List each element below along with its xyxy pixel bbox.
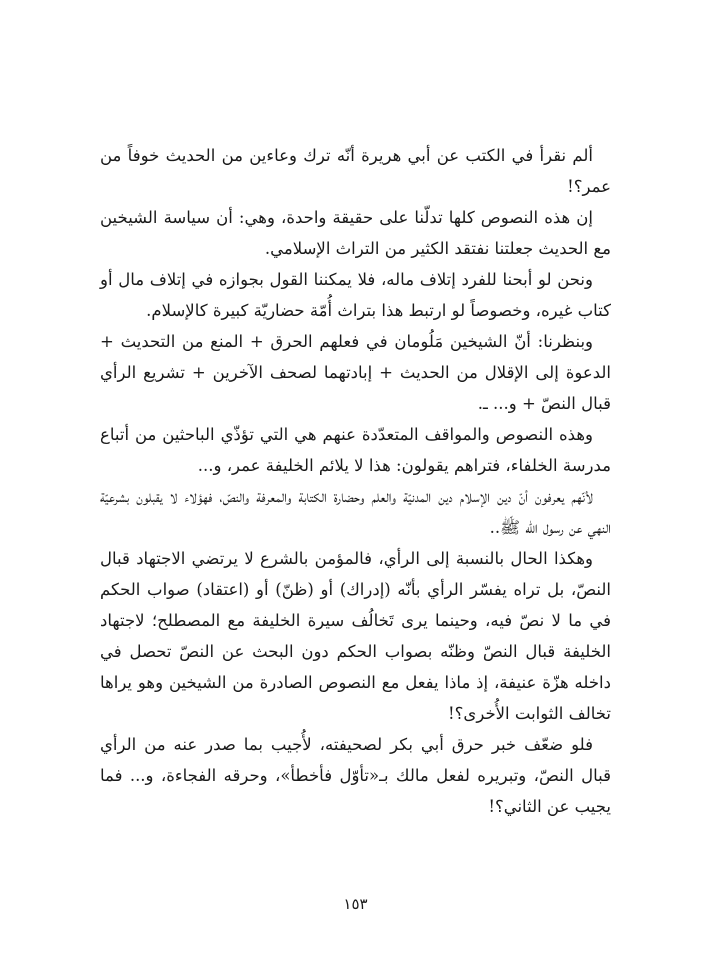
- body-text: [100, 140, 611, 822]
- paragraph-5: وهذه النصوص والمواقف المتعدّدة عنهم هي التي تؤذّي الباحثين من أتباع مدرسة الخلفاء، فتراهم يقولون: هذا لا يلائم الخليفة عمر، و...: [100, 425, 611, 475]
- page-number: ١٥٣: [343, 895, 368, 913]
- paragraph-7: وهكذا الحال بالنسبة إلى الرأي، فالمؤمن بالشرع لا يرتضي الاجتهاد قبال النصّ، بل تراه يفسّر الرأي بأنّه (إدراك) أو (ظنّ) أو (اعتقاد) صواب الحكم في ما لا نصّ فيه، وحينما يرى تَخالُف سيرة الخليفة مع المصطلح؛ لاجتهاد الخليفة قبال النصّ وظنّه بصواب الحكم دون البحث عن النصّ تحصل في داخله هزّة عنيفة، إذ ماذا يفعل مع النصوص الصادرة من الشيخين وهو يراها تخالف الثوابت الأُخرى؟!: [100, 549, 611, 723]
- paragraph-2: إن هذه النصوص كلها تدلّنا على حقيقة واحدة، وهي: أن سياسة الشيخين مع الحديث جعلتنا نفتقد الكثير من التراث الإسلامي.: [100, 208, 611, 258]
- paragraph-8: فلو ضعّف خبر حرق أبي بكر لصحيفته، لأُجيب بما صدر عنه من الرأي قبال النصّ، وتبريره لفعل مالك بـ«تأوّل فأخطأ»، وحرقه الفجاءة، و... فما يجيب عن الثاني؟!: [100, 735, 611, 816]
- paragraph-1: ألم نقرأ في الكتب عن أبي هريرة أنّه ترك وعاءين من الحديث خوفاً من عمر؟!: [100, 146, 611, 196]
- paragraph-6: لأنّهم يعرفون أنّ دين الإسلام دين المدنيّة والعلم وحضارة الكتابة والمعرفة والنصّ، فهؤلاء لا يقبلون بشرعيّة النهي عن رسول الله ﷺ..: [100, 487, 611, 537]
- paragraph-3: ونحن لو أبحنا للفرد إتلاف ماله، فلا يمكننا القول بجوازه في إتلاف مال أو كتاب غيره، وخصوصاً لو ارتبط هذا بتراث أُمّة حضاريّة كبيرة كالإسلام.: [100, 270, 611, 320]
- paragraph-4: وبنظرنا: أنّ الشيخين مَلُومان في فعلهم الحرق + المنع من التحديث + الدعوة إلى الإقلال من الحديث + إبادتهما لصحف الآخرين + تشريع الرأي قبال النصّ + و... ـ.: [100, 332, 611, 413]
